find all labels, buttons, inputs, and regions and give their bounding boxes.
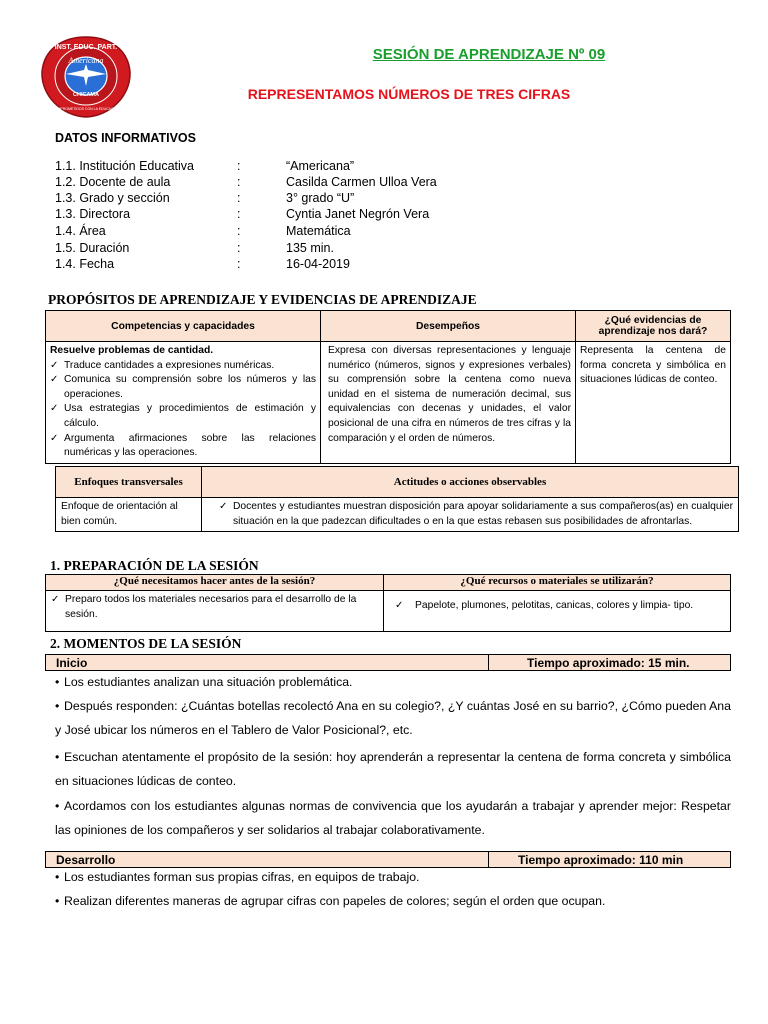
- enfoques-table: [55, 466, 739, 532]
- capacidad-item: ✓ Comunica su comprensión sobre los números y las operaciones.: [50, 373, 316, 402]
- datos-title: DATOS INFORMATIVOS: [55, 131, 196, 145]
- inicio-label: Inicio: [56, 656, 88, 670]
- actitud-cell: [202, 498, 739, 532]
- antes-cell: [46, 591, 384, 632]
- logo-ring-text: COMPROMETIDOS CON LA EDUCACIÓN: [52, 107, 120, 111]
- inicio-bar: [45, 654, 731, 671]
- actitud-item: ✓ Docentes y estudiantes muestran disposición para apoyar solidariamente a sus compañeros(as) en cualquier situación en la que padezcan dificultades o en la que estas rebasen sus posibilidades de afrontarlas.: [219, 500, 733, 529]
- capacidad-item: ✓ Argumenta afirmaciones sobre las relaciones numéricas y las operaciones.: [50, 432, 316, 461]
- competencias-cell: [46, 342, 321, 464]
- antes-item: ✓ Preparo todos los materiales necesarios para el desarrollo de la sesión.: [51, 593, 378, 622]
- preparacion-table: [45, 574, 731, 632]
- header-recursos: ¿Qué recursos o materiales se utilizarán?: [384, 575, 731, 591]
- recursos-item: ✓ Papelote, plumones, pelotitas, canicas, colores y limpia- tipo.: [395, 599, 725, 614]
- inicio-item: • Acordamos con los estudiantes algunas normas de convivencia que los ayudarán a trabajar y aprender mejor: Respetar las opiniones de los compañeros y ser solidarios al trabajar colaborativamente.: [55, 799, 731, 837]
- momentos-title: 2. MOMENTOS DE LA SESIÓN: [50, 636, 242, 651]
- evidencia-cell: Representa la centena de forma concreta y simbólica en situaciones lúdicas de conteo.: [576, 342, 731, 464]
- competencia-label: Resuelve problemas de cantidad.: [50, 345, 214, 356]
- header-desempenos: Desempeños: [321, 311, 576, 342]
- propositos-table: [45, 310, 731, 464]
- header-evidencias: ¿Qué evidencias de aprendizaje nos dará?: [576, 311, 731, 342]
- logo-bottom-text: CHICAMA: [73, 92, 99, 98]
- header-competencias: Competencias y capacidades: [46, 311, 321, 342]
- header-antes: ¿Qué necesitamos hacer antes de la sesión?: [46, 575, 384, 591]
- desempeno-cell: Expresa con diversas representaciones y lenguaje numérico (números, signos y expresiones verbales) su comprensión sobre la centena como nueva unidad en el sistema de numeración decimal, sus equivalencias con decenas y unidades, el valor posicional de una cifra en números de tres cifras y la comparación y el orden de números.: [321, 342, 576, 464]
- desarrollo-label: Desarrollo: [56, 853, 116, 867]
- header-actitudes: Actitudes o acciones observables: [202, 467, 739, 498]
- session-title: REPRESENTAMOS NÚMEROS DE TRES CIFRAS: [247, 86, 571, 102]
- logo-top-text: INST. EDUC. PART.: [54, 44, 118, 51]
- propositos-title: PROPÓSITOS DE APRENDIZAJE Y EVIDENCIAS DE APRENDIZAJE: [48, 292, 477, 307]
- inicio-tiempo: Tiempo aproximado: 15 min.: [488, 655, 730, 670]
- preparacion-title: 1. PREPARACIÓN DE LA SESIÓN: [50, 558, 259, 573]
- desarrollo-item: • Los estudiantes forman sus propias cifras, en equipos de trabajo.: [55, 870, 420, 884]
- capacidad-item: ✓ Traduce cantidades a expresiones numéricas.: [50, 359, 316, 374]
- inicio-item: • Escuchan atentamente el propósito de la sesión: hoy aprenderán a representar la centena de forma concreta y simbólica en situaciones lúdicas de conteo.: [55, 750, 731, 788]
- enfoque-cell: Enfoque de orientación al bien común.: [56, 498, 202, 532]
- desarrollo-tiempo: Tiempo aproximado: 110 min: [488, 852, 730, 867]
- header-enfoques: Enfoques transversales: [56, 467, 202, 498]
- inicio-item: • Los estudiantes analizan una situación problemática.: [55, 675, 353, 689]
- session-number: SESIÓN DE APRENDIZAJE Nº 09: [372, 46, 606, 63]
- recursos-cell: [384, 591, 731, 632]
- inicio-item: • Después responden: ¿Cuántas botellas recolectó Ana en su colegio?, ¿Y cuántas José en su barrio?, ¿Cómo pueden Ana y José ubicar los números en el Tablero de Valor Posicional?, etc.: [55, 699, 731, 737]
- logo-center-text: Americana: [68, 56, 104, 65]
- desarrollo-item: • Realizan diferentes maneras de agrupar cifras con papeles de colores; según el orden que ocupan.: [55, 894, 606, 908]
- capacidad-item: ✓ Usa estrategias y procedimientos de estimación y cálculo.: [50, 402, 316, 431]
